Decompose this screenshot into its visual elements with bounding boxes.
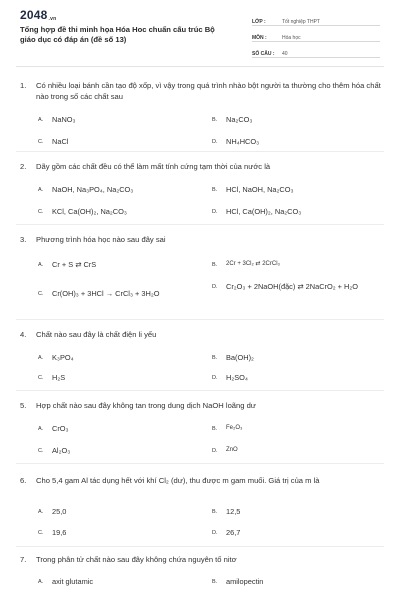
option-d[interactable]: D. HCl, Ca(OH)₂, Na₂CO₃ xyxy=(212,207,302,216)
question-stem: 7. Trong phân tử chất nào sau đây không chứa nguyên tố nitơ xyxy=(20,555,237,564)
option-a[interactable]: A. NaNO₃ xyxy=(38,115,76,124)
question-7 xyxy=(0,547,400,600)
document-title: Tổng hợp đề thi minh họa Hóa Hoc chuẩn cấu trúc Bộ giáo dục có đáp án (đề số 13) xyxy=(20,25,215,44)
option-d[interactable]: D. H₂SO₄ xyxy=(212,373,248,382)
question-1 xyxy=(0,66,400,152)
option-c[interactable]: C. Al₂O₃ xyxy=(38,446,71,455)
document-header xyxy=(0,0,400,66)
meta-row-subject: MÔN : Hóa học xyxy=(252,29,380,42)
option-c[interactable]: C. H₂S xyxy=(38,373,66,382)
document-meta xyxy=(252,13,380,61)
question-stem: 1. Có nhiều loại bánh cần tạo độ xốp, vì vậy trong quá trình nhào bột người ta thường cho thêm hóa chất nào trong số các chất sau xyxy=(20,81,381,101)
option-c[interactable]: C. KCl, Ca(OH)₂, Na₂CO₃ xyxy=(38,207,127,216)
option-a[interactable]: A. Cr + S ⇄ CrS xyxy=(38,260,97,269)
option-b[interactable]: B. HCl, NaOH, Na₂CO₃ xyxy=(212,185,294,194)
option-b[interactable]: B. Ba(OH)₂ xyxy=(212,353,254,362)
question-stem: 3. Phương trình hóa học nào sau đây sai xyxy=(20,235,166,244)
option-d[interactable]: D. ZnO xyxy=(212,447,238,454)
option-c[interactable]: C. Cr(OH)₃ + 3HCl → CrCl₃ + 3H₂O xyxy=(38,289,160,298)
option-c[interactable]: C. NaCl xyxy=(38,137,69,146)
question-stem: 5. Hợp chất nào sau đây không tan trong dung dịch NaOH loãng dư xyxy=(20,401,256,410)
question-3 xyxy=(0,225,400,320)
option-a[interactable]: A. K₃PO₄ xyxy=(38,353,74,362)
question-4 xyxy=(0,320,400,391)
option-d[interactable]: D. NH₄HCO₃ xyxy=(212,137,260,146)
question-6 xyxy=(0,464,400,547)
question-5 xyxy=(0,391,400,464)
question-stem: 2. Dãy gồm các chất đều có thể làm mất tính cứng tạm thời của nước là xyxy=(20,162,271,171)
option-b[interactable]: B. 12,5 xyxy=(212,507,241,516)
option-b[interactable]: B. 2Cr + 3Cl₂ ⇄ 2CrCl₃ xyxy=(212,261,280,268)
question-stem: 4. Chất nào sau đây là chất điện li yếu xyxy=(20,330,157,339)
option-c[interactable]: C. 19,6 xyxy=(38,528,67,537)
question-stem: 6. Cho 5,4 gam Al tác dụng hết với khí Cl₂ (dư), thu được m gam muối. Giá trị của m là xyxy=(20,476,320,485)
question-list xyxy=(0,66,400,600)
option-a[interactable]: A. axit glutamic xyxy=(38,577,94,586)
option-a[interactable]: A. 25,0 xyxy=(38,507,67,516)
option-d[interactable]: D. Cr₂O₃ + 2NaOH(đặc) ⇄ 2NaCrO₂ + H₂O xyxy=(212,282,358,291)
option-b[interactable]: B. Fe₂O₃ xyxy=(212,425,243,432)
question-2 xyxy=(0,152,400,225)
option-a[interactable]: A. NaOH, Na₃PO₄, Na₂CO₃ xyxy=(38,185,134,194)
meta-row-class: LỚP : Tốt nghiệp THPT xyxy=(252,13,380,26)
option-b[interactable]: B. amilopectin xyxy=(212,577,264,586)
option-a[interactable]: A. CrO₃ xyxy=(38,424,69,433)
option-d[interactable]: D. 26,7 xyxy=(212,528,241,537)
site-logo[interactable]: 2048.vn xyxy=(20,8,57,22)
option-b[interactable]: B. Na₂CO₃ xyxy=(212,115,253,124)
meta-row-question-count: SỐ CÂU : 40 xyxy=(252,45,380,58)
